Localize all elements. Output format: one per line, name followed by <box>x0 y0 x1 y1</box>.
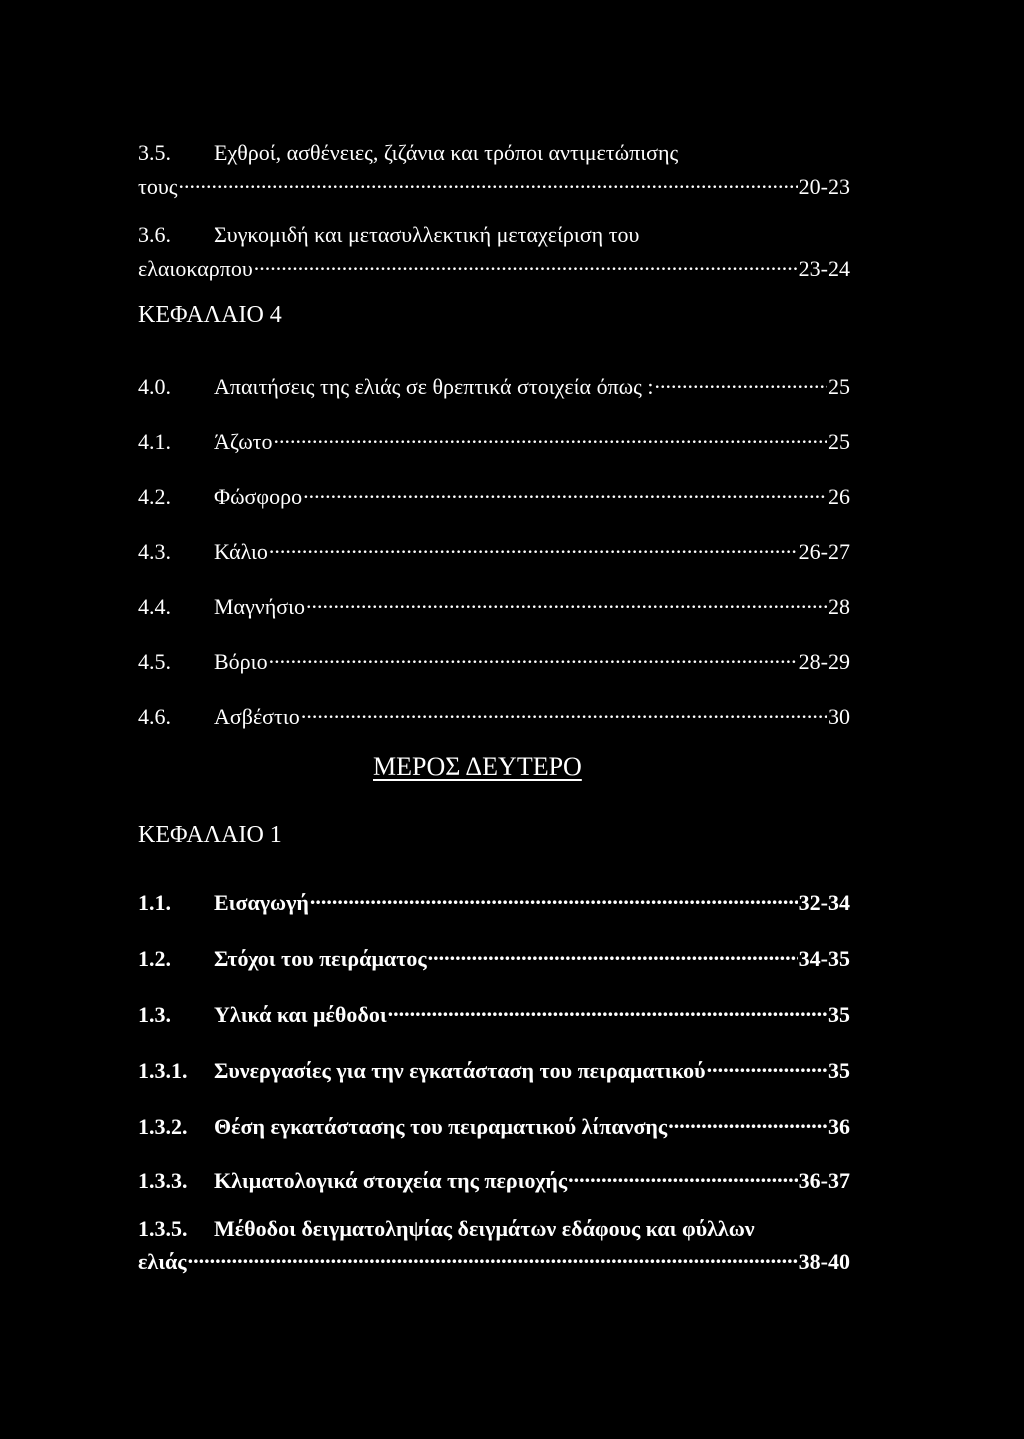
entry-number: 1.3.1. <box>138 1058 188 1083</box>
entry-page: 32-34 <box>798 890 850 915</box>
toc-entry-4-4 <box>138 588 850 619</box>
toc-entry-4-0 <box>138 368 850 399</box>
entry-page: 25 <box>828 429 850 454</box>
entry-title: Εισαγωγή <box>214 890 309 915</box>
entry-number: 3.6. <box>138 222 171 247</box>
entry-page: 28-29 <box>798 649 850 674</box>
toc-entry-4-3 <box>138 533 850 564</box>
entry-number: 4.1. <box>138 429 171 454</box>
entry-number: 1.3. <box>138 1002 171 1027</box>
entry-title: Μέθοδοι δειγματοληψίας δειγμάτων εδάφους και φύλλων <box>214 1216 755 1241</box>
entry-title: Φώσφορο <box>214 484 303 509</box>
entry-number: 1.3.3. <box>138 1168 188 1193</box>
part-heading: ΜΕΡΟΣ ΔΕΥΤΕΡΟ <box>373 752 582 781</box>
toc-entry-1-3-1 <box>138 1052 850 1083</box>
entry-page: 36 <box>828 1114 850 1139</box>
dot-leader <box>310 884 798 910</box>
toc-entry-4-6 <box>138 698 850 729</box>
entry-title: Ασβέστιο <box>214 704 300 729</box>
toc-entry-1-3-3 <box>138 1162 850 1193</box>
entry-page: 20-23 <box>798 174 850 199</box>
entry-page: 35 <box>828 1058 850 1083</box>
entry-page: 35 <box>828 1002 850 1027</box>
entry-title: Βόριο <box>214 649 268 674</box>
toc-entry-1-3-2 <box>138 1108 850 1139</box>
dot-leader <box>178 168 797 194</box>
entry-title: Συγκομιδή και μετασυλλεκτική μεταχείριση του <box>214 222 640 247</box>
entry-title: Απαιτήσεις της ελιάς σε θρεπτικά στοιχεία όπως : <box>214 374 654 399</box>
toc-entry-4-2 <box>138 478 850 509</box>
entry-title-continued: τους <box>138 174 178 199</box>
entry-number: 4.2. <box>138 484 171 509</box>
entry-title: Υλικά και μέθοδοι <box>214 1002 387 1027</box>
entry-number: 4.6. <box>138 704 171 729</box>
dot-leader <box>707 1052 827 1078</box>
entry-page: 34-35 <box>798 946 850 971</box>
dot-leader <box>274 423 827 449</box>
entry-title: Στόχοι του πειράματος <box>214 946 427 971</box>
entry-title: Άζωτο <box>214 429 273 454</box>
dot-leader <box>188 1243 798 1269</box>
toc-entry-1-3-5-cont <box>138 1243 850 1274</box>
entry-page: 23-24 <box>798 256 850 281</box>
toc-entry-1-2 <box>138 940 850 971</box>
toc-entry-4-5 <box>138 643 850 674</box>
entry-title: Μαγνήσιο <box>214 594 306 619</box>
chapter-heading: ΚΕΦΑΛΑΙΟ 4 <box>138 302 282 328</box>
toc-entry-1-1 <box>138 884 850 915</box>
dot-leader <box>654 368 827 394</box>
entry-number: 1.1. <box>138 890 171 915</box>
entry-title: Εχθροί, ασθένειες, ζιζάνια και τρόποι αντιμετώπισης <box>214 140 679 165</box>
dot-leader <box>254 250 798 276</box>
entry-page: 26-27 <box>798 539 850 564</box>
dot-leader <box>301 698 827 724</box>
dot-leader <box>668 1108 827 1134</box>
entry-number: 4.0. <box>138 374 171 399</box>
dot-leader <box>269 533 798 559</box>
entry-title-continued: ελιάς <box>138 1249 187 1274</box>
entry-title-continued: ελαιοκαρπου <box>138 256 253 281</box>
entry-title: Συνεργασίες για την εγκατάσταση του πειραματικού <box>214 1058 706 1083</box>
dot-leader <box>388 996 827 1022</box>
entry-number: 1.3.5. <box>138 1216 188 1241</box>
entry-number: 4.3. <box>138 539 171 564</box>
chapter-heading: ΚΕΦΑΛΑΙΟ 1 <box>138 822 282 848</box>
entry-page: 26 <box>828 484 850 509</box>
entry-title: Κάλιο <box>214 539 268 564</box>
entry-number: 1.3.2. <box>138 1114 188 1139</box>
dot-leader <box>303 478 827 504</box>
entry-page: 36-37 <box>798 1168 850 1193</box>
entry-page: 38-40 <box>798 1249 850 1274</box>
dot-leader <box>269 643 798 669</box>
toc-entry-3-6-cont <box>138 250 850 281</box>
dot-leader <box>306 588 827 614</box>
entry-number: 1.2. <box>138 946 171 971</box>
entry-page: 28 <box>828 594 850 619</box>
entry-page: 30 <box>828 704 850 729</box>
entry-number: 3.5. <box>138 140 171 165</box>
entry-number: 4.5. <box>138 649 171 674</box>
entry-page: 25 <box>828 374 850 399</box>
entry-title: Θέση εγκατάστασης του πειραματικού λίπανσης <box>214 1114 668 1139</box>
dot-leader <box>568 1162 798 1188</box>
dot-leader <box>428 940 798 966</box>
toc-entry-3-5 <box>138 140 678 166</box>
entry-number: 4.4. <box>138 594 171 619</box>
entry-title: Κλιματολογικά στοιχεία της περιοχής <box>214 1168 568 1193</box>
toc-entry-1-3 <box>138 996 850 1027</box>
toc-entry-4-1 <box>138 423 850 454</box>
toc-entry-3-6 <box>138 222 639 248</box>
toc-entry-3-5-cont <box>138 168 850 199</box>
toc-entry-1-3-5 <box>138 1216 755 1242</box>
